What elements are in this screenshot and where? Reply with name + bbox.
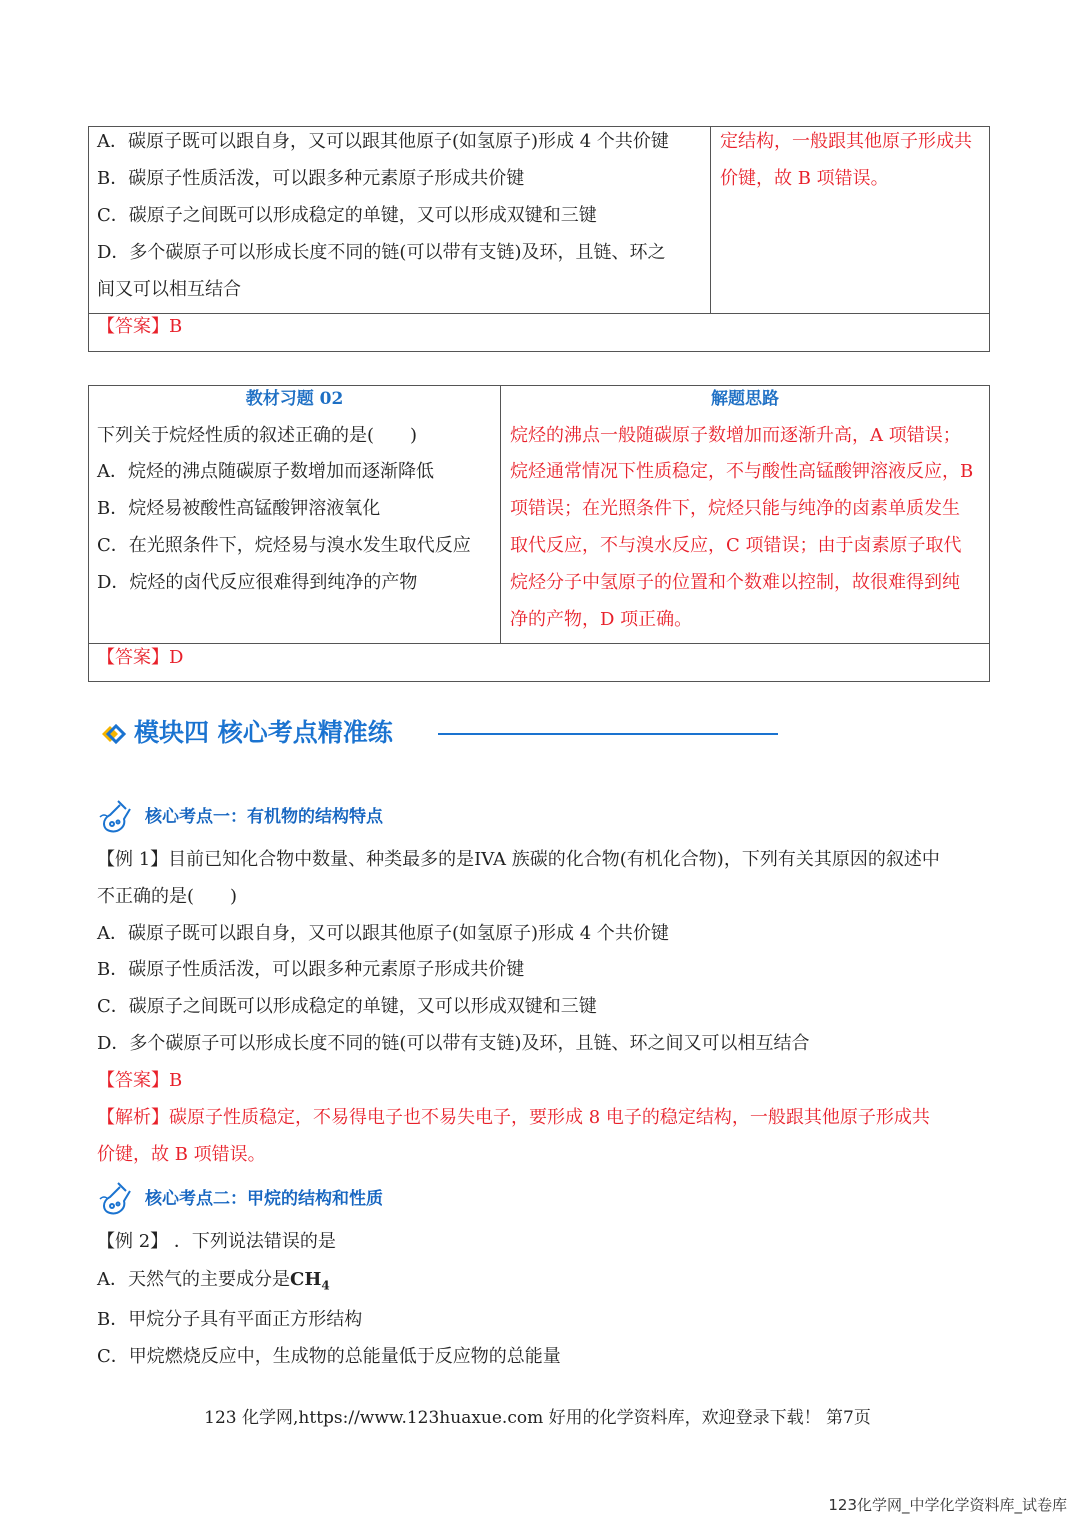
point1-option: C．碳原子之间既可以形成稳定的单键，又可以形成双键和三键 xyxy=(97,996,597,1017)
table2-divider xyxy=(500,386,501,643)
answer-tag: 【答案】 xyxy=(97,316,169,337)
point1-option: D．多个碳原子可以形成长度不同的链(可以带有支链)及环，且链、环之间又可以相互结合 xyxy=(97,1033,810,1054)
formula-main: CH xyxy=(290,1269,322,1290)
table1 xyxy=(88,126,990,352)
table2-left-line: D．烷烃的卤代反应很难得到纯净的产物 xyxy=(97,572,418,593)
table2-left-line: A．烷烃的沸点随碳原子数增加而逐渐降低 xyxy=(97,461,434,482)
point1-analysis-line: 价键，故 B 项错误。 xyxy=(97,1144,266,1165)
table1-left-line: A．碳原子既可以跟自身，又可以跟其他原子(如氢原子)形成 4 个共价键 xyxy=(97,131,669,152)
point2-option-c: C．甲烷燃烧反应中，生成物的总能量低于反应物的总能量 xyxy=(97,1346,561,1367)
point2-stem: 【例 2】 ．下列说法错误的是 xyxy=(97,1231,336,1252)
point2-option-b: B．甲烷分子具有平面正方形结构 xyxy=(97,1309,363,1330)
point1-analysis-line: 【解析】碳原子性质稳定，不易得电子也不易失电子，要形成 8 电子的稳定结构，一般跟其他原子形成共 xyxy=(97,1107,930,1128)
answer-tag: 【答案】 xyxy=(97,1070,169,1091)
table2-left-line: B．烷烃易被酸性高锰酸钾溶液氧化 xyxy=(97,498,381,519)
section-rule xyxy=(438,733,778,735)
point1-option: A．碳原子既可以跟自身，又可以跟其他原子(如氢原子)形成 4 个共价键 xyxy=(97,923,669,944)
table2-answer xyxy=(97,646,183,670)
table2-left-header: 教材习题 02 xyxy=(245,389,344,409)
table2-explain-line: 烷烃分子中氢原子的位置和个数难以控制，故很难得到纯 xyxy=(510,572,960,593)
table1-answer xyxy=(97,315,182,339)
answer-value: B xyxy=(169,316,183,337)
chemical-formula xyxy=(290,1269,330,1293)
table1-left-line: 间又可以相互结合 xyxy=(97,279,241,300)
table1-explain-line: 价键，故 B 项错误。 xyxy=(720,168,889,189)
point1-option: B．碳原子性质活泼，可以跟多种元素原子形成共价键 xyxy=(97,959,525,980)
option-text: A．天然气的主要成分是 xyxy=(97,1269,290,1290)
point1-stem-line: 不正确的是( ) xyxy=(97,886,238,907)
table2-answer-row xyxy=(89,643,989,644)
table1-left-line: B．碳原子性质活泼，可以跟多种元素原子形成共价键 xyxy=(97,168,525,189)
table1-answer-row xyxy=(89,313,989,314)
flask-icon xyxy=(96,797,136,837)
answer-value: B xyxy=(169,1070,183,1091)
watermark-text: 123化学网_中学化学资料库_试卷库 xyxy=(828,1496,1067,1514)
table2-explain-line: 烷烃的沸点一般随碳原子数增加而逐渐升高，A 项错误； xyxy=(510,425,961,446)
point1-answer xyxy=(97,1069,182,1093)
table2-explain-line: 取代反应，不与溴水反应，C 项错误；由于卤素原子取代 xyxy=(510,535,962,556)
table1-left-line: D．多个碳原子可以形成长度不同的链(可以带有支链)及环，且链、环之 xyxy=(97,242,666,263)
flask-icon xyxy=(96,1179,136,1219)
point1-stem-line: 【例 1】目前已知化合物中数量、种类最多的是IVA 族碳的化合物(有机化合物)，下列有关其原因的叙述中 xyxy=(97,849,940,870)
section-title: 模块四 核心考点精准练 xyxy=(134,718,393,747)
table2-explain-line: 项错误；在光照条件下，烷烃只能与纯净的卤素单质发生 xyxy=(510,498,960,519)
point2-title: 核心考点二：甲烷的结构和性质 xyxy=(145,1189,383,1209)
formula-subscript: 4 xyxy=(321,1278,330,1293)
table2-right-header: 解题思路 xyxy=(711,389,779,409)
table2-left-line: C．在光照条件下，烷烃易与溴水发生取代反应 xyxy=(97,535,471,556)
table1-left-line: C．碳原子之间既可以形成稳定的单键，又可以形成双键和三键 xyxy=(97,205,597,226)
answer-tag: 【答案】 xyxy=(97,647,169,668)
table2-left-line: 下列关于烷烃性质的叙述正确的是( ) xyxy=(97,425,418,446)
chevron-diamond-icon xyxy=(100,722,132,746)
table1-divider xyxy=(710,127,711,313)
point2-option-a xyxy=(97,1268,330,1298)
page-footer: 123 化学网,https://www.123huaxue.com 好用的化学资料库，欢迎登录下载！ 第7页 xyxy=(204,1408,871,1428)
point1-title: 核心考点一：有机物的结构特点 xyxy=(145,807,383,827)
table1-explain-line: 定结构，一般跟其他原子形成共 xyxy=(720,131,972,152)
table2-explain-line: 净的产物，D 项正确。 xyxy=(510,609,693,630)
answer-value: D xyxy=(169,647,184,668)
table2-explain-line: 烷烃通常情况下性质稳定，不与酸性高锰酸钾溶液反应，B xyxy=(510,461,974,482)
